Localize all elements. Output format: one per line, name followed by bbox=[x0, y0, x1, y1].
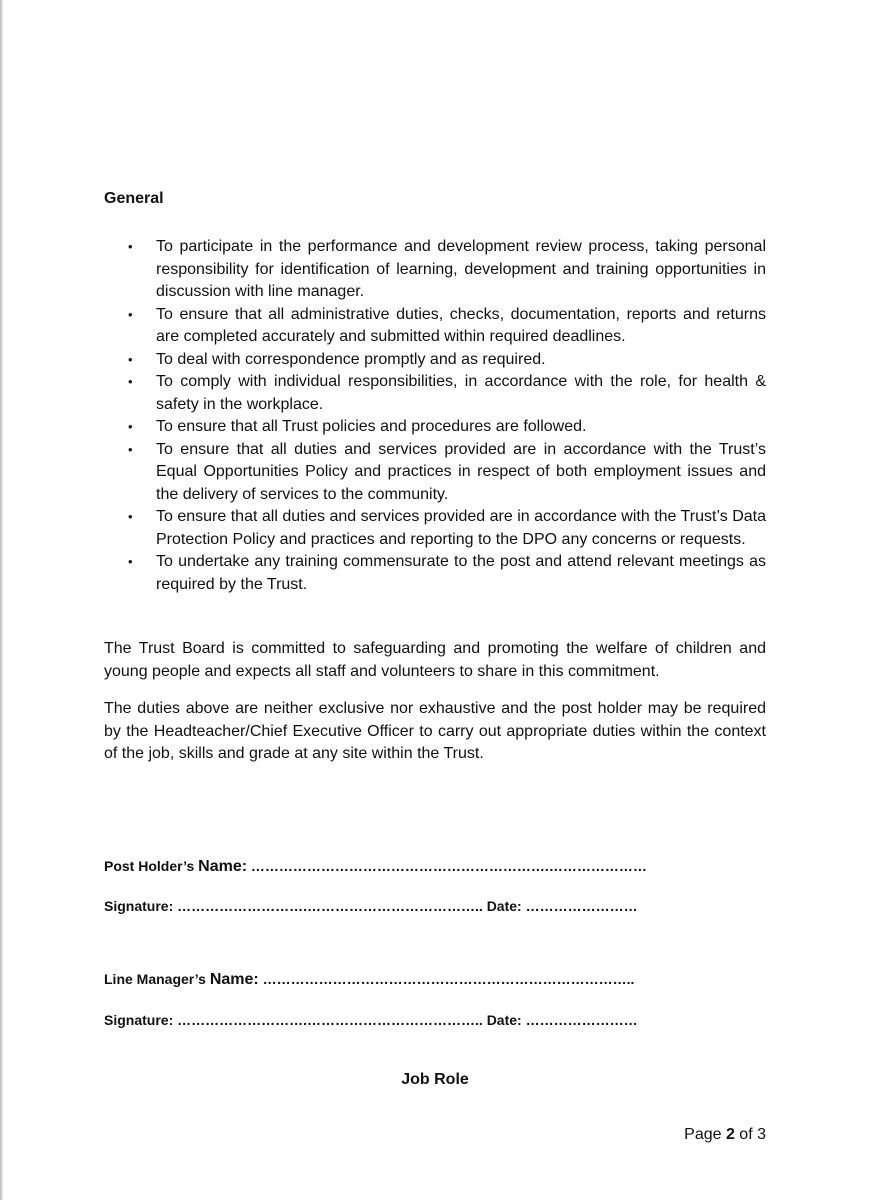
duty-text: To ensure that all Trust policies and procedures are followed. bbox=[156, 418, 587, 435]
bullet-icon: • bbox=[128, 554, 133, 569]
date-label: Date: bbox=[486, 1012, 522, 1028]
line-manager-date-field[interactable]: …………………… bbox=[521, 1012, 638, 1028]
post-holder-label: Post Holder’s bbox=[104, 858, 195, 874]
duty-item bbox=[104, 439, 766, 507]
post-holder-date-field[interactable]: …………………… bbox=[521, 898, 638, 914]
line-manager-name-field[interactable]: …………………………………………………………………….. bbox=[258, 971, 635, 987]
bullet-icon: • bbox=[128, 351, 133, 367]
name-label: Name: bbox=[209, 971, 259, 988]
duty-item bbox=[104, 304, 766, 349]
post-holder-signature-field[interactable]: ……………………….……………………………….. bbox=[173, 898, 487, 914]
bullet-icon: • bbox=[128, 374, 133, 389]
bullet-icon: • bbox=[128, 419, 133, 434]
duties-note-paragraph: The duties above are neither exclusive nor exhaustive and the post holder may be required by the Headteacher/Chief Executive Officer to carry out appropriate duties within the context of the job, skills and grade at any site within the Trust. bbox=[104, 700, 766, 762]
post-holder-name-field[interactable]: ……………………………………………………….………………… bbox=[247, 858, 647, 874]
duty-item bbox=[104, 506, 766, 551]
page-number bbox=[684, 1126, 766, 1144]
post-holder-name-line bbox=[104, 858, 784, 876]
signature-label: Signature: bbox=[104, 1012, 174, 1028]
duties-list bbox=[104, 236, 766, 596]
post-holder-signature-line bbox=[104, 898, 784, 914]
safeguarding-paragraph: The Trust Board is committed to safeguarding and promoting the welfare of children and young people and expects all staff and volunteers to share in this commitment. bbox=[104, 640, 766, 680]
duty-item bbox=[104, 236, 766, 304]
duty-item bbox=[104, 551, 766, 596]
duty-text: To deal with correspondence promptly and as required. bbox=[156, 350, 546, 368]
line-manager-name-line bbox=[104, 971, 784, 989]
signature-label: Signature: bbox=[104, 898, 174, 914]
bullet-icon: • bbox=[128, 239, 133, 254]
page-prefix: Page bbox=[684, 1126, 726, 1143]
page-middle: of bbox=[734, 1126, 758, 1143]
line-manager-signature-field[interactable]: ……………………….……………………………….. bbox=[173, 1012, 487, 1028]
job-role-footer: Job Role bbox=[401, 1071, 469, 1088]
duty-item bbox=[104, 416, 766, 439]
duty-text: To ensure that all duties and services provided are in accordance with the Trust’s Data Protection Policy and practices and reporting to the DPO any concerns or requests. bbox=[156, 508, 766, 548]
duty-text: To comply with individual responsibilities, in accordance with the role, for health & safety in the workplace. bbox=[156, 373, 766, 413]
duty-text: To participate in the performance and development review process, taking personal responsibility for identification of learning, development and training opportunities in discussion with line manager. bbox=[156, 238, 766, 300]
duty-item bbox=[104, 371, 766, 416]
section-heading: General bbox=[104, 190, 164, 207]
page-edge-shadow bbox=[0, 0, 3, 1200]
line-manager-signature-line bbox=[104, 1012, 784, 1028]
bullet-icon: • bbox=[128, 441, 133, 457]
duty-item bbox=[104, 349, 766, 372]
date-label: Date: bbox=[486, 898, 522, 914]
line-manager-label: Line Manager’s bbox=[104, 971, 206, 987]
bullet-icon: • bbox=[128, 306, 133, 322]
page-total: 3 bbox=[757, 1126, 766, 1143]
bullet-icon: • bbox=[128, 509, 133, 524]
name-label: Name: bbox=[198, 858, 248, 875]
page-current: 2 bbox=[725, 1126, 735, 1143]
duty-text: To ensure that all administrative duties, checks, documentation, reports and returns are completed accurately and submitted within required deadlines. bbox=[156, 305, 766, 345]
duty-text: To ensure that all duties and services provided are in accordance with the Trust’s Equal Opportunities Policy and practices in respect of both employment issues and the delivery of services to the community. bbox=[156, 440, 766, 503]
duty-text: To undertake any training commensurate to the post and attend relevant meetings as required by the Trust. bbox=[156, 553, 766, 593]
